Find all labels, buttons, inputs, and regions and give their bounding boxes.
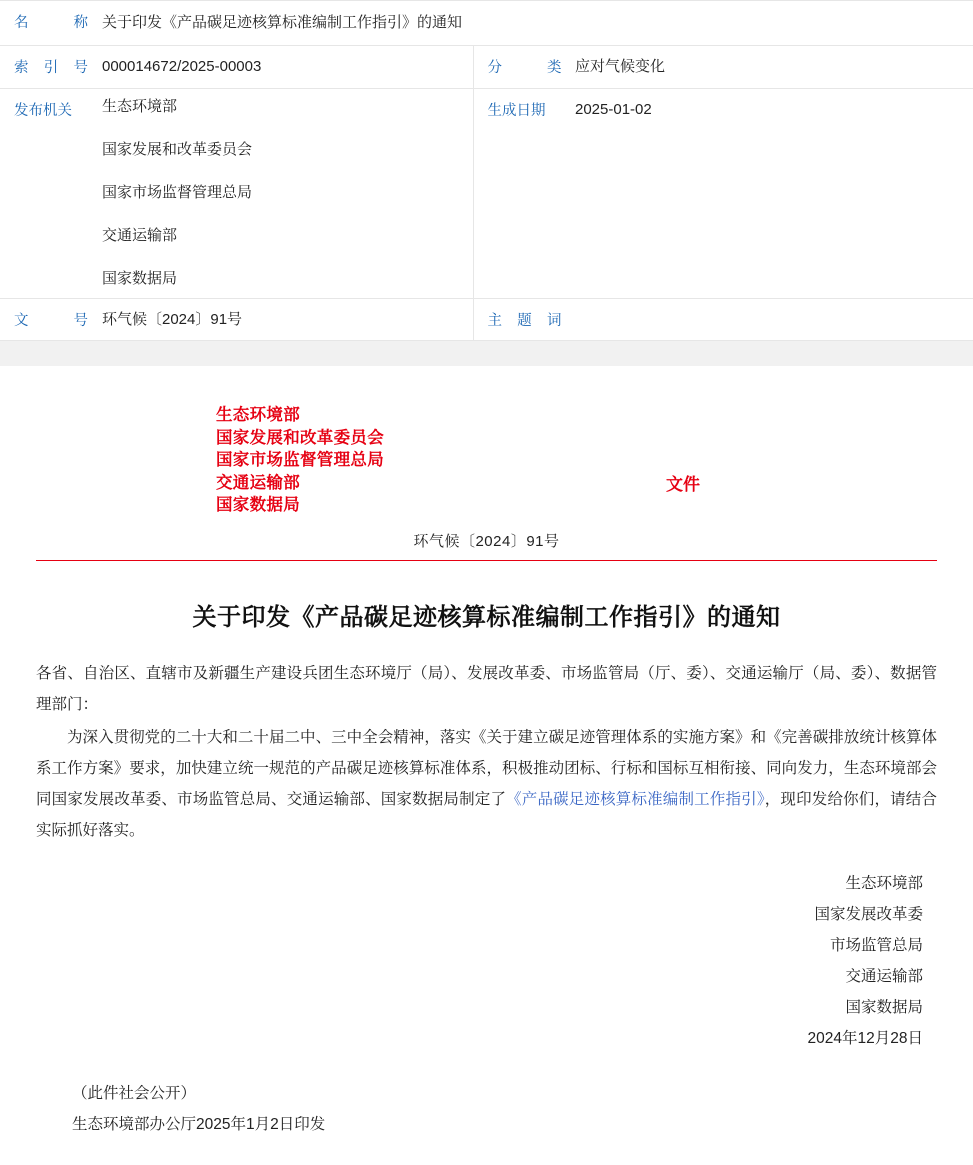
meta-label-created-date: 生成日期 [473,88,561,298]
issuer-item: 交通运输部 [102,226,178,244]
table-row [0,298,973,341]
body-text-part2: ，现印发给你们，请结合实际抓好落实。 [36,791,937,840]
meta-label-issuer: 发布机关 [0,88,88,298]
document-metadata-table [0,0,973,341]
footnote-public-notice: （此件社会公开） [72,1085,197,1103]
meta-value-created-date: 2025-01-02 [561,88,973,298]
meta-label-index: 索 引 号 [0,45,88,88]
issuer-item: 国家发展和改革委员会 [102,140,253,158]
meta-label-name: 名 称 [0,1,88,46]
meta-value-issuer [88,88,473,298]
table-row [0,88,973,298]
table-row [0,1,973,46]
salutation-paragraph: 各省、自治区、直辖市及新疆生产建设兵团生态环境厅（局）、发展改革委、市场监管局（厅、委）、交通运输厅（局、委）、数据管理部门： [36,665,937,714]
body-text-part1: 为深入贯彻党的二十大和二十届二中、三中全会精神，落实《关于建立碳足迹管理体系的实施方案》和《完善碳排放统计核算体系工作方案》要求，加快建立统一规范的产品碳足迹核算标准体系，积极推动团标、行标和国标互相衔接、同向发力，生态环境部会同国家发展改革委、市场监管总局、交通运输部、国家数据局制定了 [36,729,937,809]
red-divider-rule [36,560,937,561]
signoff-date: 2024年12月28日 [807,1030,923,1048]
meta-label-category: 分 类 [473,45,561,88]
signoff-item: 交通运输部 [845,968,923,986]
issuer-item: 国家数据局 [102,269,178,287]
issuer-item: 国家市场监督管理总局 [102,183,253,201]
meta-value-category: 应对气候变化 [561,45,973,88]
letterhead-org-item: 国家发展和改革委员会 [216,428,384,447]
document-number: 环气候〔2024〕91号 [413,533,560,551]
document-body [0,366,973,1140]
meta-value-subject [561,298,973,341]
letterhead-org-item: 交通运输部 [216,473,300,492]
meta-value-index: 000014672/2025-00003 [88,45,473,88]
letterhead-org-item: 国家市场监督管理总局 [216,451,384,470]
letterhead-organizations [216,404,384,517]
letterhead-org-item: 国家数据局 [216,496,300,515]
letterhead-document-word: 文件 [666,475,700,495]
signoff-item: 国家发展改革委 [814,906,923,924]
signoff-block [36,868,937,1054]
issuer-item: 生态环境部 [102,97,178,115]
meta-label-docnumber: 文 号 [0,298,88,341]
meta-value-name: 关于印发《产品碳足迹核算标准编制工作指引》的通知 [88,1,973,46]
page-title: 关于印发《产品碳足迹核算标准编制工作指引》的通知 [192,604,781,632]
letterhead-org-item: 生态环境部 [216,406,300,425]
guideline-link[interactable]: 《产品碳足迹核算标准编制工作指引》 [506,791,765,809]
meta-value-docnumber: 环气候〔2024〕91号 [88,298,473,341]
footnote-block [36,1078,937,1140]
footnote-issuing-office: 生态环境部办公厅2025年1月2日印发 [72,1116,326,1134]
table-row [0,45,973,88]
section-separator [0,341,973,366]
signoff-item: 国家数据局 [845,999,923,1017]
body-paragraph [36,722,937,846]
document-letterhead [36,366,937,515]
signoff-item: 生态环境部 [845,875,923,893]
signoff-item: 市场监管总局 [829,937,923,955]
meta-label-subject: 主 题 词 [473,298,561,341]
